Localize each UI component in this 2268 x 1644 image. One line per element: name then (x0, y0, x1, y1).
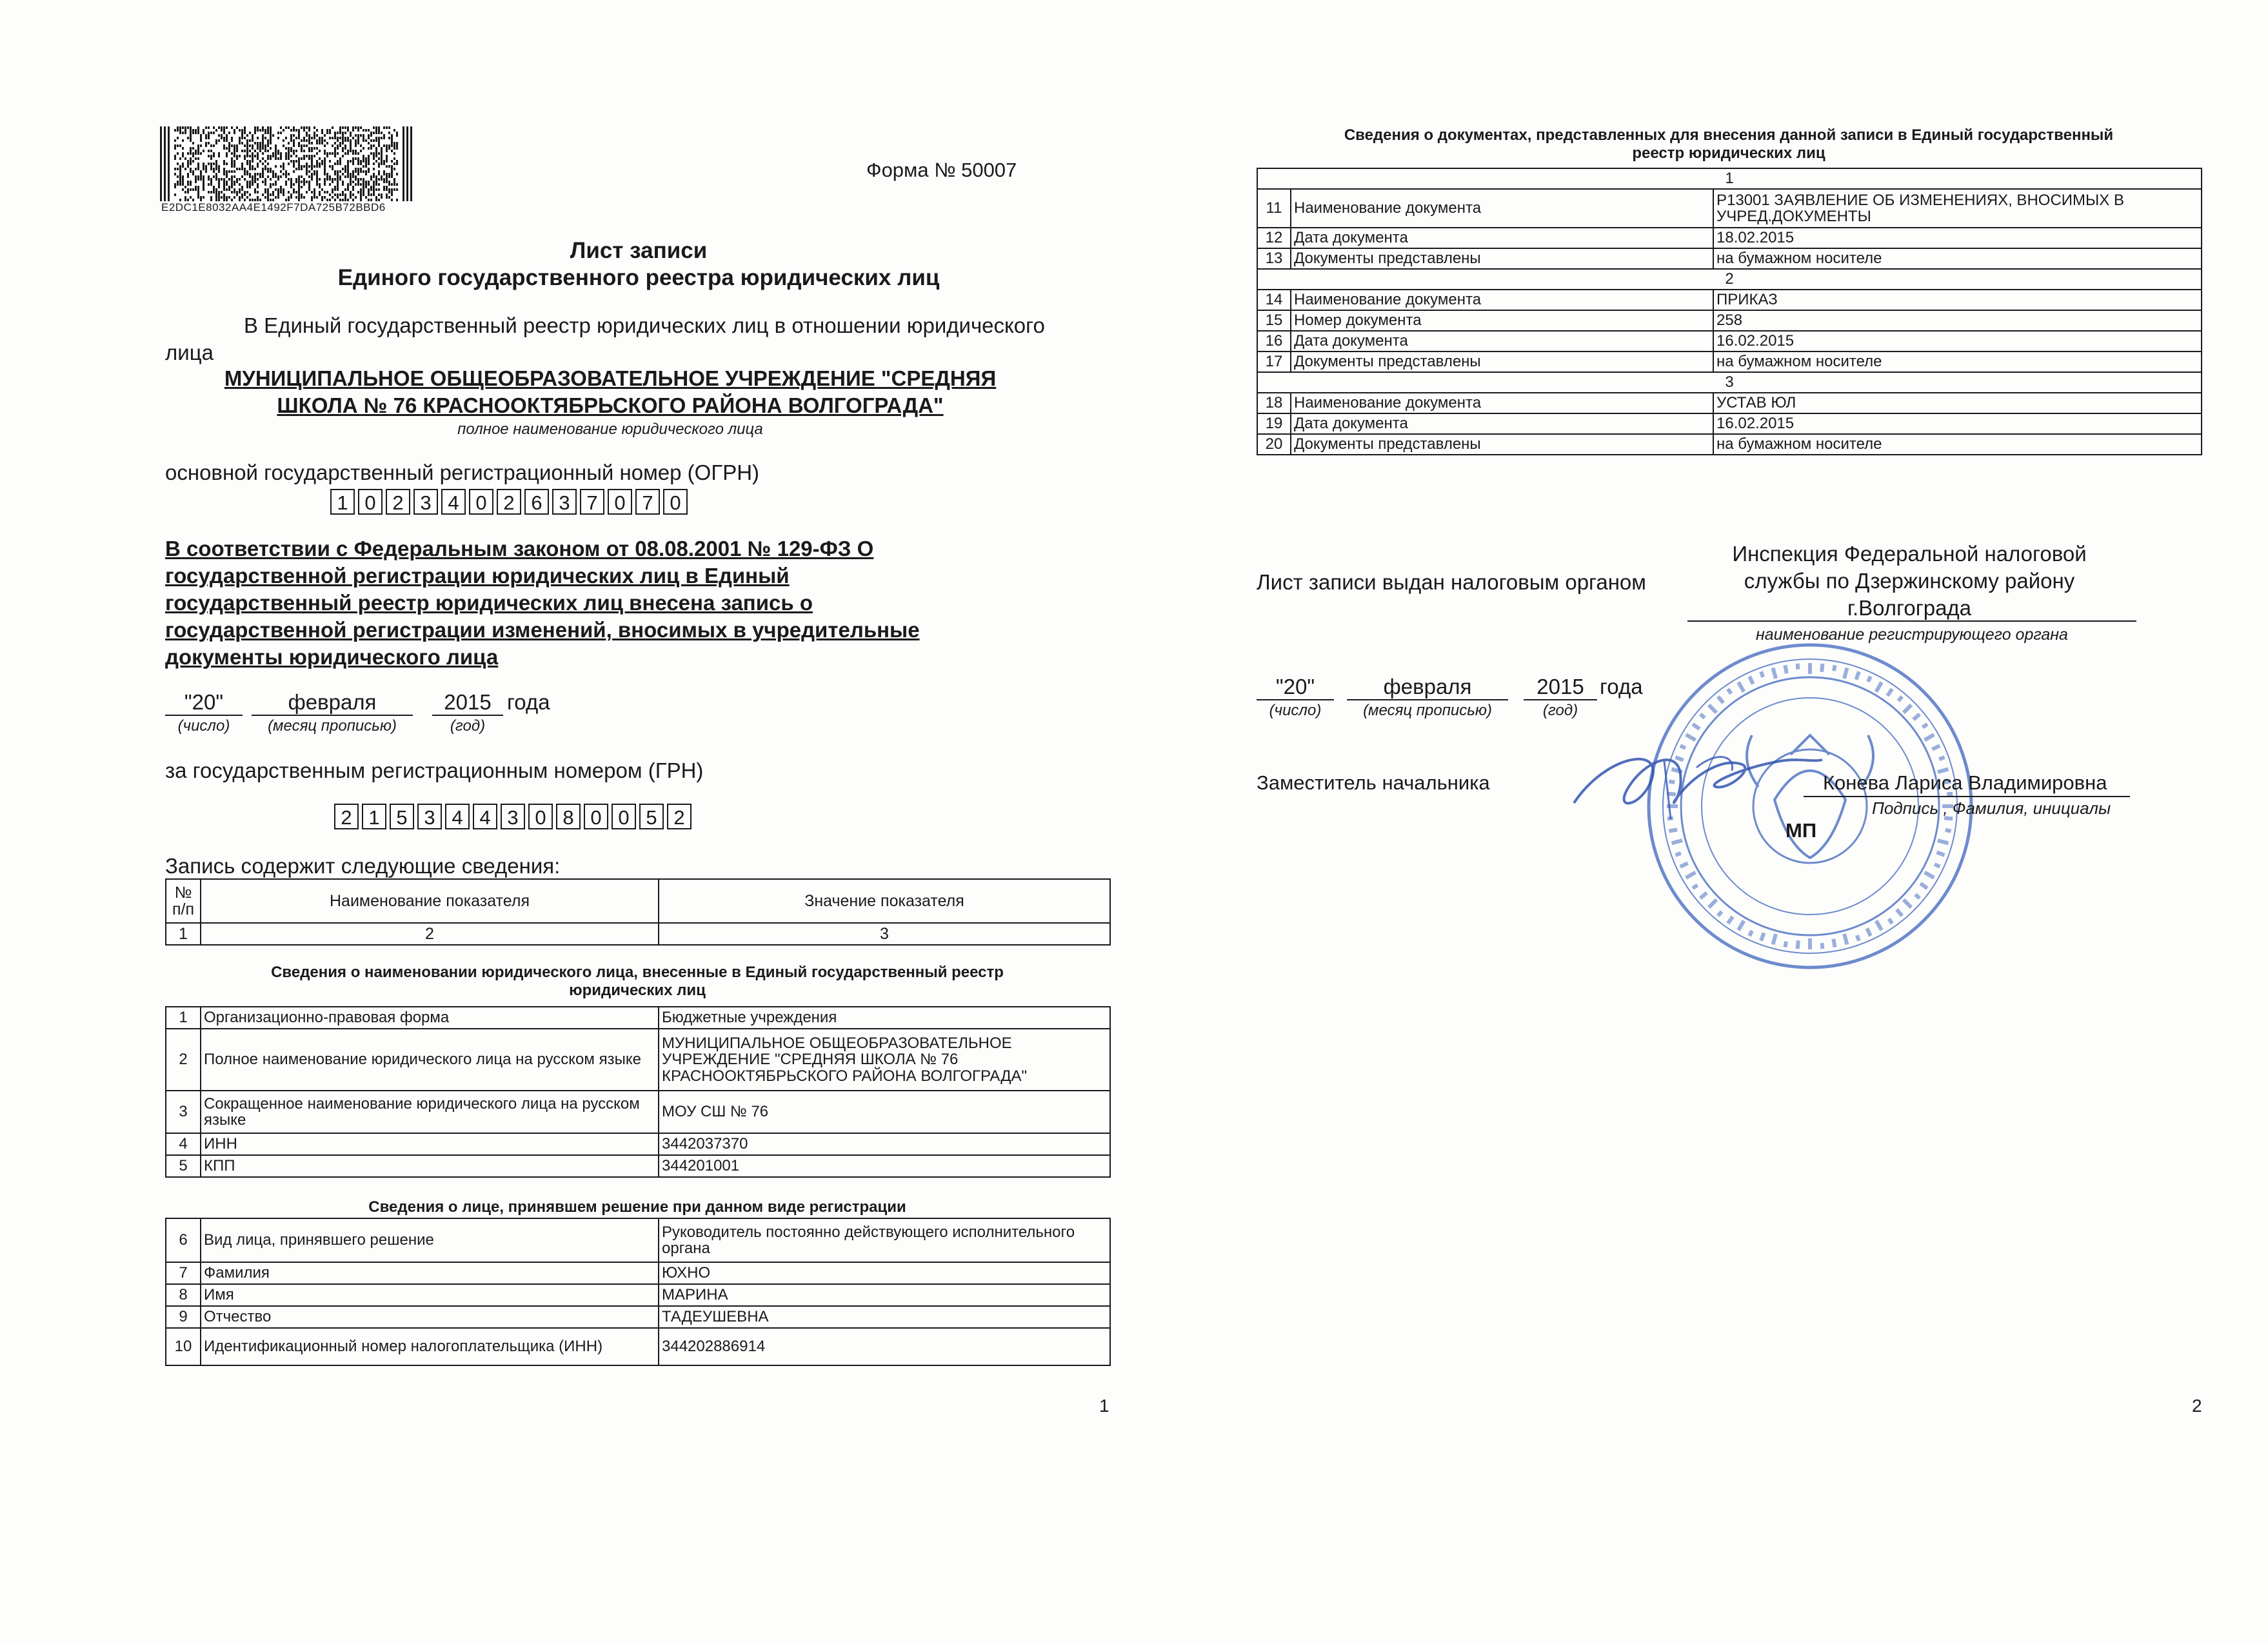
row-name: Дата документа (1291, 413, 1713, 434)
signer-caption: Подпись , Фамилия, инициалы (1872, 798, 2111, 818)
row-value: 18.02.2015 (1713, 228, 2202, 248)
issuer-underline (1687, 620, 2136, 622)
issuer-name-line: службы по Дзержинскому району (1744, 569, 2075, 593)
entity-name-line-2: ШКОЛА № 76 КРАСНООКТЯБРЬСКОГО РАЙОНА ВОЛГОГРАДА" (277, 393, 944, 417)
row-name: Организационно-правовая форма (201, 1007, 659, 1029)
row-number: 12 (1257, 228, 1291, 248)
entity-name-caption: полное наименование юридического лица (457, 421, 763, 438)
row-value: МУНИЦИПАЛЬНОЕ ОБЩЕОБРАЗОВАТЕЛЬНОЕ УЧРЕЖДЕНИЕ "СРЕДНЯЯ ШКОЛА № 76 КРАСНООКТЯБРЬСКОГО РАЙОНА ВОЛГОГРАДА" (659, 1029, 1110, 1091)
barcode (160, 126, 413, 201)
table-row (166, 1007, 1110, 1029)
right-date-year: 2015 (1524, 675, 1597, 700)
intro-line-2: лица (165, 341, 214, 364)
row-name: Наименование документа (1291, 393, 1713, 413)
row-name: Вид лица, принявшего решение (201, 1218, 659, 1262)
row-number: 13 (1257, 248, 1291, 269)
row-value: ТАДЕУШЕВНА (659, 1306, 1110, 1328)
issuer-name-line: г.Волгограда (1847, 596, 1972, 620)
barcode-code: E2DC1E8032AA4E1492F7DA725B72BBD6 (161, 201, 386, 213)
row-number: 2 (166, 1029, 201, 1091)
header-num: 2 (201, 923, 659, 945)
table-row (166, 1306, 1110, 1328)
table-row (1257, 290, 2202, 310)
ogrn-digit: 7 (635, 489, 660, 515)
grn-digit: 0 (584, 804, 608, 829)
left-date-suffix: года (507, 690, 550, 714)
signer-name: Конева Лариса Владимировна (1823, 771, 2107, 794)
title-line-1: Лист записи (570, 238, 708, 263)
page1-number: 1 (1099, 1396, 1109, 1416)
row-name: ИНН (201, 1133, 659, 1155)
row-number: 19 (1257, 413, 1291, 434)
table-row (1257, 310, 2202, 331)
row-number: 16 (1257, 331, 1291, 352)
row-number: 18 (1257, 393, 1291, 413)
law-line: государственный реестр юридических лиц внесена запись о (165, 591, 813, 615)
left-date-month-caption: (месяц прописью) (268, 717, 397, 735)
row-number: 5 (166, 1155, 201, 1177)
barcode-graphic (160, 126, 413, 201)
row-name: Фамилия (201, 1262, 659, 1284)
header-col-number: № п/п (166, 879, 201, 923)
signature-graphic (1567, 742, 1825, 832)
grn-digit: 5 (390, 804, 414, 829)
right-date-month: февраля (1347, 675, 1508, 700)
left-date-month: февраля (252, 690, 413, 716)
row-value: 258 (1713, 310, 2202, 331)
header-num: 1 (166, 923, 201, 945)
table-row (1257, 248, 2202, 269)
ogrn-digit: 1 (330, 489, 355, 515)
group-label: 3 (1257, 372, 2202, 393)
header-num: 3 (659, 923, 1110, 945)
section1-table (165, 1006, 1111, 1178)
ogrn-digit: 0 (608, 489, 632, 515)
group-label: 2 (1257, 269, 2202, 290)
section1-title (165, 964, 1109, 1000)
header-table (165, 878, 1111, 946)
grn-digits (334, 804, 695, 829)
row-value: на бумажном носителе (1713, 434, 2202, 455)
issuer-caption: наименование регистрирующего органа (1756, 626, 2068, 644)
table-row (166, 1262, 1110, 1284)
row-number: 4 (166, 1133, 201, 1155)
row-number: 8 (166, 1284, 201, 1306)
right-date-month-caption: (месяц прописью) (1363, 702, 1492, 719)
entity-name (165, 365, 1055, 419)
ogrn-label: основной государственный регистрационный номер (ОГРН) (165, 461, 760, 484)
right-date-year-caption: (год) (1542, 702, 1578, 719)
row-name: КПП (201, 1155, 659, 1177)
law-line: документы юридического лица (165, 645, 499, 669)
signer-position: Заместитель начальника (1257, 771, 1490, 794)
row-value: УСТАВ ЮЛ (1713, 393, 2202, 413)
ogrn-digit: 6 (524, 489, 549, 515)
signature (1567, 742, 1825, 832)
section3-title (1258, 126, 2200, 163)
row-value: 16.02.2015 (1713, 413, 2202, 434)
row-number: 15 (1257, 310, 1291, 331)
table-row (1257, 228, 2202, 248)
ogrn-digit: 3 (552, 489, 577, 515)
left-date-day-caption: (число) (177, 717, 230, 735)
section2-title: Сведения о лице, принявшем решение при данном виде регистрации (368, 1198, 906, 1216)
row-name: Дата документа (1291, 331, 1713, 352)
row-name: Сокращенное наименование юридического лица на русском языке (201, 1091, 659, 1133)
left-date-day: "20" (165, 690, 243, 716)
row-name: Документы представлены (1291, 248, 1713, 269)
ogrn-digit: 0 (663, 489, 688, 515)
row-name: Дата документа (1291, 228, 1713, 248)
row-value: ПРИКАЗ (1713, 290, 2202, 310)
section1-title-line: Сведения о наименовании юридического лица, внесенные в Единый государственный реестр (271, 964, 1004, 981)
grn-digit: 0 (612, 804, 636, 829)
row-name: Идентификационный номер налогоплательщика (ИНН) (201, 1328, 659, 1365)
table-row (166, 1284, 1110, 1306)
section3-title-line: Сведения о документах, представленных для внесения данной записи в Единый государственный (1344, 126, 2114, 144)
grn-digit: 8 (556, 804, 581, 829)
row-number: 14 (1257, 290, 1291, 310)
row-number: 11 (1257, 189, 1291, 228)
row-value: ЮХНО (659, 1262, 1110, 1284)
grn-digit: 0 (528, 804, 553, 829)
law-line: государственной регистрации изменений, вносимых в учредительные (165, 618, 920, 642)
grn-digit: 4 (473, 804, 497, 829)
grn-digit: 5 (639, 804, 664, 829)
ogrn-digit: 0 (358, 489, 383, 515)
table-row (1257, 331, 2202, 352)
issuer-label: Лист записи выдан налоговым органом (1257, 570, 1646, 594)
row-number: 20 (1257, 434, 1291, 455)
right-date-day: "20" (1257, 675, 1334, 700)
table-row (166, 1133, 1110, 1155)
row-value: Р13001 ЗАЯВЛЕНИЕ ОБ ИЗМЕНЕНИЯХ, ВНОСИМЫХ В УЧРЕД.ДОКУМЕНТЫ (1713, 189, 2202, 228)
issuer-name (1684, 540, 2135, 622)
signer-underline (1804, 796, 2130, 797)
row-value: МОУ СШ № 76 (659, 1091, 1110, 1133)
ogrn-digit: 0 (469, 489, 493, 515)
page2-number: 2 (2192, 1396, 2202, 1416)
row-name: Наименование документа (1291, 290, 1713, 310)
row-value: 344202886914 (659, 1328, 1110, 1365)
law-statement (165, 535, 920, 671)
table-row (166, 1328, 1110, 1365)
row-number: 3 (166, 1091, 201, 1133)
row-value: 344201001 (659, 1155, 1110, 1177)
row-number: 10 (166, 1328, 201, 1365)
header-col-name: Наименование показателя (201, 879, 659, 923)
row-value: Руководитель постоянно действующего исполнительного органа (659, 1218, 1110, 1262)
row-number: 7 (166, 1262, 201, 1284)
table-row (166, 1155, 1110, 1177)
table-row (1257, 393, 2202, 413)
grn-label: за государственным регистрационным номером (ГРН) (165, 758, 704, 782)
row-name: Документы представлены (1291, 434, 1713, 455)
form-number: Форма № 50007 (866, 159, 1017, 181)
entity-name-line-1: МУНИЦИПАЛЬНОЕ ОБЩЕОБРАЗОВАТЕЛЬНОЕ УЧРЕЖДЕНИЕ "СРЕДНЯЯ (224, 366, 997, 390)
ogrn-digit: 3 (413, 489, 438, 515)
left-date-year: 2015 (432, 690, 503, 716)
group-label: 1 (1257, 168, 2202, 189)
law-line: В соответствии с Федеральным законом от 08.08.2001 № 129-ФЗ О (165, 537, 874, 560)
grn-digit: 2 (667, 804, 691, 829)
issuer-name-line: Инспекция Федеральной налоговой (1732, 542, 2087, 566)
row-name: Наименование документа (1291, 189, 1713, 228)
table-row (166, 1218, 1110, 1262)
ogrn-digit: 2 (497, 489, 521, 515)
law-line: государственной регистрации юридических лиц в Единый (165, 564, 790, 588)
table-row (166, 1029, 1110, 1091)
section1-title-line: юридических лиц (569, 982, 706, 999)
contains-label: Запись содержит следующие сведения: (165, 854, 561, 878)
header-col-value: Значение показателя (659, 879, 1110, 923)
row-number: 17 (1257, 352, 1291, 372)
left-date-year-caption: (год) (450, 717, 486, 735)
section3-table (1257, 168, 2202, 455)
row-value: Бюджетные учреждения (659, 1007, 1110, 1029)
section2-table (165, 1218, 1111, 1366)
row-name: Номер документа (1291, 310, 1713, 331)
ogrn-digit: 7 (580, 489, 604, 515)
row-name: Имя (201, 1284, 659, 1306)
row-value: 3442037370 (659, 1133, 1110, 1155)
row-number: 1 (166, 1007, 201, 1029)
table-row (1257, 352, 2202, 372)
ogrn-digits (330, 489, 691, 515)
grn-digit: 3 (417, 804, 442, 829)
ogrn-digit: 4 (441, 489, 466, 515)
stamp-place-label: МП (1786, 819, 1817, 842)
row-name: Отчество (201, 1306, 659, 1328)
row-number: 6 (166, 1218, 201, 1262)
page-title (168, 237, 1109, 292)
row-value: 16.02.2015 (1713, 331, 2202, 352)
grn-digit: 4 (445, 804, 470, 829)
title-line-2: Единого государственного реестра юридических лиц (337, 265, 940, 290)
grn-digit: 1 (362, 804, 386, 829)
row-name: Документы представлены (1291, 352, 1713, 372)
right-date-day-caption: (число) (1269, 702, 1322, 719)
table-row (1257, 434, 2202, 455)
row-value: на бумажном носителе (1713, 248, 2202, 269)
row-number: 9 (166, 1306, 201, 1328)
grn-digit: 3 (501, 804, 525, 829)
intro-line-1: В Единый государственный реестр юридических лиц в отношении юридического (244, 313, 1045, 337)
ogrn-digit: 2 (386, 489, 410, 515)
row-value: МАРИНА (659, 1284, 1110, 1306)
table-row (1257, 413, 2202, 434)
row-name: Полное наименование юридического лица на русском языке (201, 1029, 659, 1091)
section3-title-line: реестр юридических лиц (1632, 144, 1825, 162)
grn-digit: 2 (334, 804, 359, 829)
row-value: на бумажном носителе (1713, 352, 2202, 372)
right-date-suffix: года (1600, 675, 1643, 698)
table-row (166, 1091, 1110, 1133)
table-row (1257, 189, 2202, 228)
